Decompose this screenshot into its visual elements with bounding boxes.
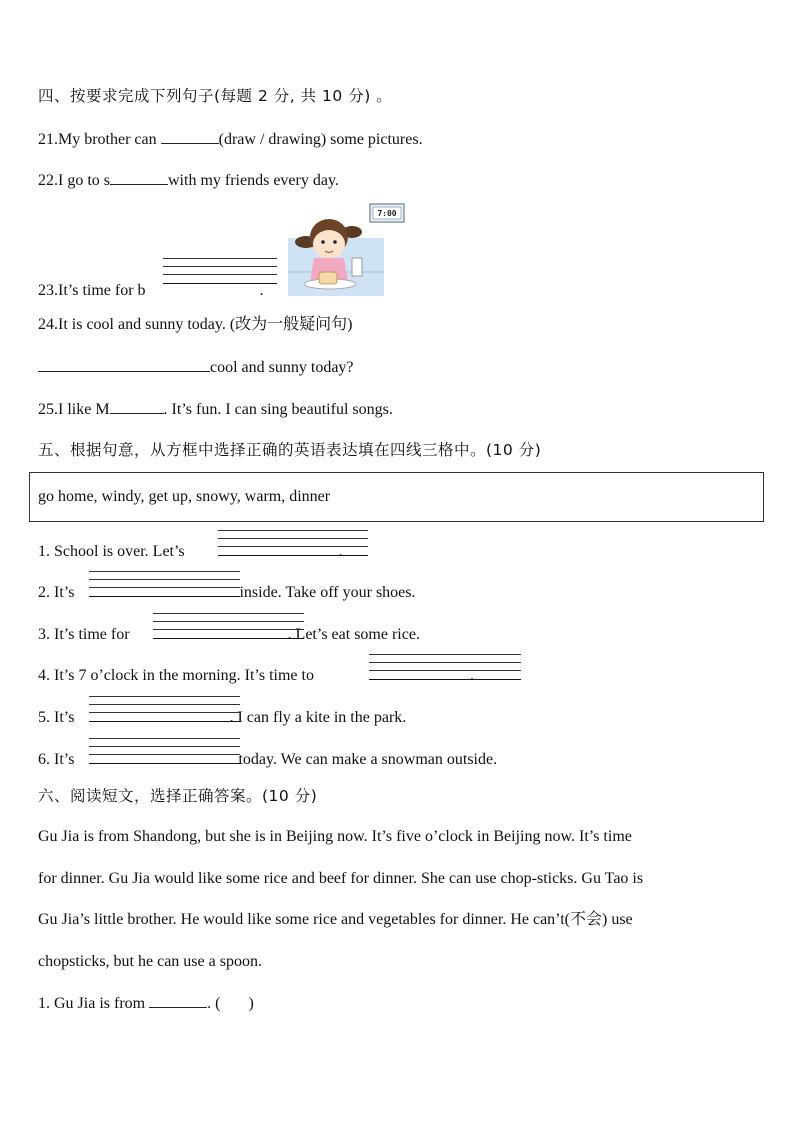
question-24 xyxy=(38,315,353,335)
q24-text: It is cool and sunny today. (改为一般疑问句) xyxy=(58,316,353,333)
four-line-writing-grid[interactable] xyxy=(369,654,521,682)
question-text-before: 1. Gu Jia is from xyxy=(38,995,150,1012)
item-text-before: 4. It’s 7 o’clock in the morning. It’s time to xyxy=(38,667,318,684)
answer-blank[interactable] xyxy=(161,129,219,144)
question-number: 22. xyxy=(38,172,58,189)
item-text-after: . Let’s eat some rice. xyxy=(287,626,420,643)
girl-eating-breakfast-illustration xyxy=(286,202,408,298)
passage-line-3: Gu Jia’s little brother. He would like some rice and vegetables for dinner. He can’t(不会) use xyxy=(38,911,633,928)
q22-text-before: I go to s xyxy=(58,172,110,189)
answer-blank[interactable] xyxy=(110,170,168,185)
item-text-before: 5. It’s xyxy=(38,709,79,726)
question-22 xyxy=(38,170,339,191)
question-number: 25. xyxy=(38,401,58,418)
q21-text-before: My brother can xyxy=(58,131,161,148)
question-number: 24. xyxy=(38,316,58,333)
word-bank-box xyxy=(29,472,764,522)
item-text-before: 2. It’s xyxy=(38,584,79,601)
word-bank-text: go home, windy, get up, snowy, warm, dinner xyxy=(38,488,331,505)
item-text-after: . xyxy=(338,543,343,560)
q23-text-before: It’s time for b xyxy=(58,282,146,299)
answer-blank[interactable] xyxy=(149,993,207,1008)
q25-text-before: I like M xyxy=(58,401,110,418)
q21-text-after: (draw / drawing) some pictures. xyxy=(218,131,423,148)
question-21 xyxy=(38,129,423,150)
question-text-after: . ( xyxy=(207,995,221,1012)
q25-text-after: . It’s fun. I can sing beautiful songs. xyxy=(163,401,393,418)
question-24-answer-line xyxy=(38,357,354,378)
question-25 xyxy=(38,399,393,420)
answer-blank[interactable] xyxy=(110,399,164,414)
section-6-heading: 六、阅读短文，选择正确答案。(10 分) xyxy=(38,787,318,805)
q23-text-after: . xyxy=(259,282,264,299)
section-5-heading: 五、根据句意，从方框中选择正确的英语表达填在四线三格中。(10 分) xyxy=(38,441,542,459)
q22-text-after: with my friends every day. xyxy=(168,172,339,189)
question-number: 21. xyxy=(38,131,58,148)
item-text-before: 3. It’s time for xyxy=(38,626,134,643)
four-line-writing-grid[interactable] xyxy=(89,571,240,599)
item-text-after: today. We can make a snowman outside. xyxy=(234,751,498,768)
four-line-writing-grid[interactable] xyxy=(218,530,368,558)
item-text-before: 6. It’s xyxy=(38,751,79,768)
item-text-before: 1. School is over. Let’s xyxy=(38,543,189,560)
item-text-after: . I can fly a kite in the park. xyxy=(229,709,407,726)
four-line-writing-grid[interactable] xyxy=(163,258,277,294)
clock-time-label: 7:00 xyxy=(377,209,397,218)
close-paren: ) xyxy=(248,995,254,1012)
passage-line-4: chopsticks, but he can use a spoon. xyxy=(38,953,262,970)
four-line-writing-grid[interactable] xyxy=(89,696,240,724)
section-4-heading: 四、按要求完成下列句子(每题 2 分, 共 10 分) 。 xyxy=(38,87,393,105)
question-number: 23. xyxy=(38,282,58,299)
passage-line-1: Gu Jia is from Shandong, but she is in Beijing now. It’s five o’clock in Beijing now. It’s time xyxy=(38,828,632,845)
s6-question-1 xyxy=(38,993,254,1014)
four-line-writing-grid[interactable] xyxy=(153,613,304,641)
q24-answer-after: cool and sunny today? xyxy=(210,359,354,376)
passage-line-2: for dinner. Gu Jia would like some rice and beef for dinner. She can use chop-sticks. Gu Tao is xyxy=(38,870,644,887)
answer-blank[interactable] xyxy=(38,357,210,372)
four-line-writing-grid[interactable] xyxy=(89,738,240,766)
item-text-after: . xyxy=(469,667,474,684)
item-text-after: inside. Take off your shoes. xyxy=(235,584,416,601)
